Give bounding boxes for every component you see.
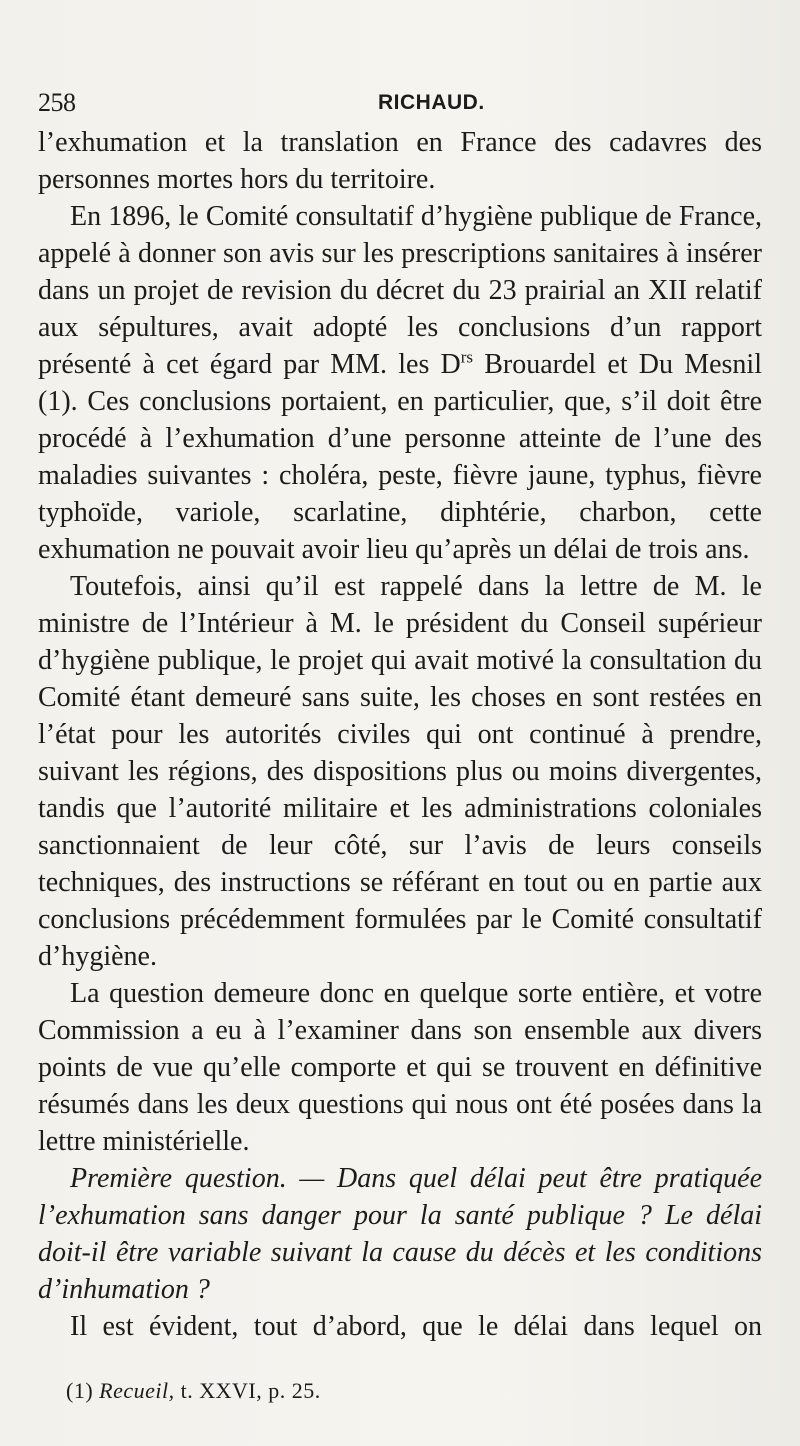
body-text (38, 124, 762, 1345)
footnote-marker: (1) (66, 1378, 94, 1403)
paragraph-question-1: Première question. — Dans quel délai peut être pratiquée l’exhumation sans danger pour la santé publique ? Le délai doit-il être variable suivant la cause du décès et les conditions d’inhumation ? (38, 1163, 762, 1305)
paragraph-3: Toutefois, ainsi qu’il est rappelé dans la lettre de M. le ministre de l’Intérieur à M. le président du Conseil supérieur d’hygiène publique, le projet qui avait motivé la consultation du Comité étant demeuré sans suite, les choses en sont restées en l’état pour les autorités civiles qui ont continué à prendre, suivant les régions, des dispositions plus ou moins divergentes, tandis que l’autorité militaire et les administrations coloniales sanctionnaient de leur côté, sur l’avis de leurs conseils techniques, des instructions se référant en tout ou en partie aux conclusions précédemment formulées par le Comité consultatif d’hygiène. (38, 571, 762, 972)
paragraph-2 (38, 198, 762, 568)
paragraph-4: La question demeure donc en quelque sorte entière, et votre Commission a eu à l’examiner dans son ensemble aux divers points de vue qu’elle comporte et qui se trouvent en définitive résumés dans les deux questions qui nous ont été posées dans la lettre ministérielle. (38, 978, 762, 1157)
page-number: 258 (38, 88, 76, 117)
paragraph-2-text-b: Brouardel et Du Mesnil (1). Ces conclusions portaient, en particulier, que, s’il doit être procédé à l’exhumation d’une personne atteinte de l’une des maladies suivantes : choléra, peste, fièvre jaune, typhus, fièvre typhoïde, variole, scarlatine, diphtérie, charbon, cette exhumation ne pouvait avoir lieu qu’après un délai de trois ans. (38, 349, 762, 565)
running-head: RICHAUD. (378, 91, 485, 114)
paragraph-2-text-a: En 1896, le Comité consultatif d’hygiène publique de France, appelé à donner son avis sur les prescriptions sanitaires à insérer dans un projet de revision du décret du 23 prairial an XII relatif aux sépultures, avait adopté les conclusions d’un rapport présenté à cet égard par MM. les D (38, 201, 762, 380)
paragraph-6: Il est évident, tout d’abord, que le délai dans lequel on (70, 1311, 762, 1342)
footnote (66, 1378, 766, 1404)
footnote-source: Recueil, (99, 1378, 175, 1403)
doctors-superscript: rs (460, 347, 474, 367)
paragraph-1: l’exhumation et la translation en France des cadavres des personnes mortes hors du territoire. (38, 127, 762, 195)
footnote-reference: t. XXVI, p. 25. (180, 1378, 321, 1403)
page-header (38, 88, 758, 122)
